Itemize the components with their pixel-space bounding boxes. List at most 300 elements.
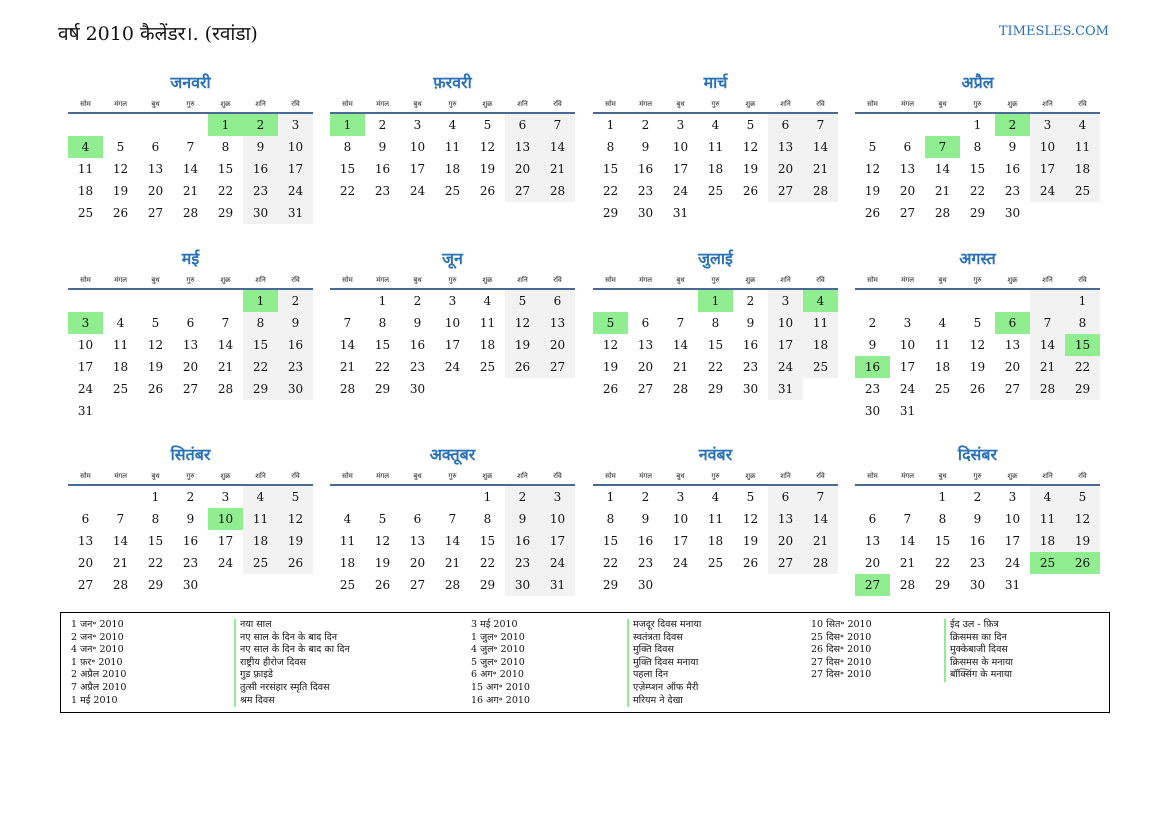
- empty-cell: [435, 486, 470, 508]
- weekday-label: मंगल: [639, 100, 652, 108]
- day-cell: 18: [934, 360, 951, 374]
- weekday-header: [855, 468, 1100, 486]
- weekday-label: मंगल: [114, 276, 127, 284]
- month-calendar: [593, 248, 838, 400]
- weekday-label: बुध: [938, 472, 947, 480]
- day-cell: 31: [77, 404, 94, 418]
- day-cell: 2: [746, 294, 755, 308]
- day-cell: 15: [243, 334, 278, 356]
- day-cell: 27: [1004, 382, 1021, 396]
- day-cell: 8: [711, 316, 720, 330]
- weekday-label: शुक्र: [745, 472, 756, 480]
- day-cell: 30: [409, 382, 426, 396]
- empty-cell: [1065, 202, 1100, 224]
- empty-cell: [803, 202, 838, 224]
- day-cell: 11: [444, 140, 461, 154]
- day-cell: 23: [637, 184, 654, 198]
- legend-holiday-name: नया साल: [234, 619, 350, 632]
- day-cell: 9: [641, 512, 650, 526]
- day-cell: 13: [409, 534, 426, 548]
- weekday-header: [855, 96, 1100, 114]
- day-cell: 13: [768, 508, 803, 530]
- day-cell: 7: [186, 140, 195, 154]
- day-cell: 2: [995, 114, 1030, 136]
- day-cell: 11: [243, 508, 278, 530]
- day-cell: 30: [969, 578, 986, 592]
- weekday-label: रवि: [291, 276, 300, 284]
- day-cell: 14: [182, 162, 199, 176]
- weekday-label: गुरु: [186, 472, 195, 480]
- day-cell: 16: [855, 356, 890, 378]
- empty-cell: [103, 400, 138, 422]
- empty-cell: [925, 114, 960, 136]
- day-cell: 19: [602, 360, 619, 374]
- weekday-label: मंगल: [639, 472, 652, 480]
- day-cell: 5: [973, 316, 982, 330]
- day-cell: 8: [606, 140, 615, 154]
- week-row: [68, 334, 313, 356]
- day-cell: 24: [217, 556, 234, 570]
- day-cell: 15: [602, 162, 619, 176]
- legend-date: 1 जुल॰ 2010: [471, 631, 525, 643]
- day-cell: 4: [1030, 486, 1065, 508]
- weekday-label: रवि: [553, 276, 562, 284]
- weekday-header: [330, 96, 575, 114]
- month-name: अगस्त: [959, 249, 996, 268]
- weekday-label: शनि: [780, 276, 791, 284]
- day-cell: 2: [378, 118, 387, 132]
- empty-cell: [855, 114, 890, 136]
- day-cell: 3: [448, 294, 457, 308]
- day-cell: 16: [182, 534, 199, 548]
- day-cell: 22: [339, 184, 356, 198]
- day-cell: 10: [1004, 512, 1021, 526]
- weekday-label: सोम: [80, 100, 91, 108]
- day-cell: 8: [151, 512, 160, 526]
- day-cell: 18: [339, 556, 356, 570]
- week-row: [330, 114, 575, 136]
- day-cell: 18: [77, 184, 94, 198]
- weekday-header: [68, 468, 313, 486]
- weekday-label: शनि: [255, 276, 266, 284]
- weekday-label: गुरु: [711, 100, 720, 108]
- day-cell: 28: [1030, 378, 1065, 400]
- legend-holiday-name: क्रिसमस के मनाया: [944, 657, 1013, 670]
- day-cell: 2: [505, 486, 540, 508]
- day-cell: 3: [903, 316, 912, 330]
- day-cell: 29: [1065, 378, 1100, 400]
- day-cell: 25: [803, 356, 838, 378]
- weekday-label: गुरु: [186, 100, 195, 108]
- empty-cell: [68, 290, 103, 312]
- legend-holiday-name: मरियम ने देखा: [627, 695, 701, 708]
- day-cell: 16: [505, 530, 540, 552]
- month-calendar: [330, 72, 575, 202]
- day-cell: 5: [116, 140, 125, 154]
- empty-cell: [365, 486, 400, 508]
- week-row: [330, 290, 575, 312]
- day-cell: 9: [186, 512, 195, 526]
- week-row: [68, 202, 313, 224]
- weekday-label: बुध: [151, 276, 160, 284]
- day-cell: 27: [637, 382, 654, 396]
- legend-names-col-2: [627, 619, 701, 707]
- day-cell: 14: [217, 338, 234, 352]
- week-row: [330, 552, 575, 574]
- day-cell: 21: [112, 556, 129, 570]
- weekday-label: रवि: [1078, 276, 1087, 284]
- month-name: सितंबर: [170, 445, 211, 464]
- weekday-label: शनि: [1042, 472, 1053, 480]
- day-cell: 22: [374, 360, 391, 374]
- weekday-label: बुध: [413, 100, 422, 108]
- day-cell: 13: [637, 338, 654, 352]
- day-cell: 15: [934, 534, 951, 548]
- day-cell: 21: [803, 158, 838, 180]
- day-cell: 21: [899, 556, 916, 570]
- empty-cell: [68, 114, 103, 136]
- empty-cell: [173, 290, 208, 312]
- day-cell: 13: [505, 136, 540, 158]
- day-cell: 30: [1004, 206, 1021, 220]
- day-cell: 3: [278, 114, 313, 136]
- weekday-label: शनि: [255, 100, 266, 108]
- legend-dates-col-2: [471, 619, 530, 707]
- day-cell: 13: [540, 312, 575, 334]
- month-calendar: [68, 72, 313, 224]
- day-cell: 8: [378, 316, 387, 330]
- week-row: [68, 180, 313, 202]
- day-cell: 4: [711, 118, 720, 132]
- day-cell: 10: [899, 338, 916, 352]
- day-cell: 31: [540, 574, 575, 596]
- month-calendar: [593, 444, 838, 596]
- day-cell: 4: [243, 486, 278, 508]
- empty-cell: [960, 400, 995, 422]
- day-cell: 18: [1030, 530, 1065, 552]
- legend-names-col-3: [944, 619, 1013, 682]
- legend-holiday-name: मुक्ति दिवस मनाया: [627, 657, 701, 670]
- empty-cell: [1030, 290, 1065, 312]
- day-cell: 26: [374, 578, 391, 592]
- day-cell: 13: [768, 136, 803, 158]
- empty-cell: [173, 400, 208, 422]
- day-cell: 23: [637, 556, 654, 570]
- week-row: [68, 400, 313, 422]
- day-cell: 14: [540, 136, 575, 158]
- week-row: [330, 486, 575, 508]
- weekday-label: मंगल: [901, 276, 914, 284]
- legend-date: 3 मई 2010: [471, 619, 518, 630]
- weekday-label: मंगल: [376, 100, 389, 108]
- day-cell: 18: [707, 534, 724, 548]
- day-cell: 11: [707, 140, 724, 154]
- day-cell: 5: [746, 490, 755, 504]
- day-cell: 7: [676, 316, 685, 330]
- day-cell: 10: [768, 312, 803, 334]
- day-cell: 17: [409, 162, 426, 176]
- legend-date: 26 दिस॰ 2010: [811, 644, 872, 656]
- weekday-label: रवि: [1078, 100, 1087, 108]
- day-cell: 16: [637, 534, 654, 548]
- weekday-label: मंगल: [114, 100, 127, 108]
- day-cell: 9: [278, 312, 313, 334]
- week-row: [593, 136, 838, 158]
- week-row: [330, 180, 575, 202]
- week-row: [68, 508, 313, 530]
- weekday-label: सोम: [867, 276, 878, 284]
- weekday-label: गुरु: [973, 276, 982, 284]
- month-name: जून: [442, 249, 463, 268]
- day-cell: 26: [742, 556, 759, 570]
- day-cell: 29: [602, 206, 619, 220]
- weekday-label: शुक्र: [482, 276, 493, 284]
- day-cell: 8: [221, 140, 230, 154]
- day-cell: 22: [479, 556, 496, 570]
- day-cell: 13: [182, 338, 199, 352]
- legend-holiday-name: ईद उल - फ़ित्र: [944, 619, 1013, 632]
- day-cell: 21: [444, 556, 461, 570]
- day-cell: 28: [444, 578, 461, 592]
- day-cell: 20: [505, 158, 540, 180]
- day-cell: 11: [1030, 508, 1065, 530]
- weekday-label: शुक्र: [1007, 276, 1018, 284]
- weekday-label: रवि: [291, 472, 300, 480]
- day-cell: 19: [1065, 530, 1100, 552]
- weekday-label: मंगल: [376, 472, 389, 480]
- weekday-header: [330, 272, 575, 290]
- day-cell: 19: [479, 162, 496, 176]
- empty-cell: [208, 290, 243, 312]
- day-cell: 4: [483, 294, 492, 308]
- legend-holiday-name: नए साल के दिन के बाद दिन: [234, 632, 350, 645]
- weekday-label: शनि: [255, 472, 266, 480]
- day-cell: 25: [77, 206, 94, 220]
- week-row: [68, 114, 313, 136]
- day-cell: 20: [182, 360, 199, 374]
- day-cell: 29: [243, 378, 278, 400]
- week-row: [330, 574, 575, 596]
- day-cell: 1: [243, 290, 278, 312]
- day-cell: 23: [1004, 184, 1021, 198]
- day-cell: 28: [934, 206, 951, 220]
- day-cell: 30: [278, 378, 313, 400]
- day-cell: 8: [606, 512, 615, 526]
- empty-cell: [698, 202, 733, 224]
- week-row: [855, 136, 1100, 158]
- day-cell: 27: [768, 552, 803, 574]
- day-cell: 19: [505, 334, 540, 356]
- day-cell: 17: [1030, 158, 1065, 180]
- day-cell: 26: [864, 206, 881, 220]
- day-cell: 25: [479, 360, 496, 374]
- day-cell: 10: [1030, 136, 1065, 158]
- day-cell: 12: [1065, 508, 1100, 530]
- empty-cell: [540, 378, 575, 400]
- weekday-label: बुध: [151, 100, 160, 108]
- legend-date: 27 दिस॰ 2010: [811, 669, 872, 681]
- day-cell: 14: [899, 534, 916, 548]
- empty-cell: [890, 486, 925, 508]
- day-cell: 21: [540, 158, 575, 180]
- week-row: [68, 312, 313, 334]
- weekday-label: शनि: [780, 472, 791, 480]
- legend-date: 4 जन॰ 2010: [71, 644, 124, 656]
- week-row: [593, 202, 838, 224]
- weekday-label: मंगल: [901, 100, 914, 108]
- day-cell: 20: [409, 556, 426, 570]
- week-row: [855, 574, 1100, 596]
- legend-holiday-name: मुक्ति दिवस: [627, 644, 701, 657]
- day-cell: 21: [672, 360, 689, 374]
- day-cell: 26: [602, 382, 619, 396]
- day-cell: 6: [768, 114, 803, 136]
- day-cell: 12: [969, 338, 986, 352]
- day-cell: 19: [112, 184, 129, 198]
- day-cell: 30: [742, 382, 759, 396]
- day-cell: 20: [77, 556, 94, 570]
- day-cell: 29: [217, 206, 234, 220]
- day-cell: 19: [864, 184, 881, 198]
- weekday-label: शुक्र: [1007, 472, 1018, 480]
- empty-cell: [960, 290, 995, 312]
- day-cell: 9: [868, 338, 877, 352]
- day-cell: 26: [1065, 552, 1100, 574]
- empty-cell: [1065, 574, 1100, 596]
- week-row: [330, 312, 575, 334]
- day-cell: 30: [864, 404, 881, 418]
- weekday-label: बुध: [676, 100, 685, 108]
- week-row: [593, 574, 838, 596]
- day-cell: 12: [742, 512, 759, 526]
- weekday-label: रवि: [816, 276, 825, 284]
- week-row: [855, 552, 1100, 574]
- day-cell: 8: [938, 512, 947, 526]
- empty-cell: [138, 114, 173, 136]
- day-cell: 3: [413, 118, 422, 132]
- empty-cell: [103, 486, 138, 508]
- day-cell: 7: [448, 512, 457, 526]
- day-cell: 18: [479, 338, 496, 352]
- month-name: दिसंबर: [957, 445, 998, 464]
- day-cell: 14: [444, 534, 461, 548]
- empty-cell: [733, 574, 768, 596]
- day-cell: 25: [934, 382, 951, 396]
- weekday-label: शनि: [1042, 100, 1053, 108]
- month-name: मई: [181, 249, 200, 268]
- day-cell: 12: [864, 162, 881, 176]
- weekday-label: रवि: [291, 100, 300, 108]
- day-cell: 5: [483, 118, 492, 132]
- day-cell: 8: [1065, 312, 1100, 334]
- weekday-label: सोम: [605, 276, 616, 284]
- weekday-label: शुक्र: [745, 276, 756, 284]
- day-cell: 1: [606, 118, 615, 132]
- day-cell: 1: [208, 114, 243, 136]
- weekday-label: गुरु: [711, 472, 720, 480]
- day-cell: 1: [378, 294, 387, 308]
- day-cell: 17: [278, 158, 313, 180]
- day-cell: 4: [711, 490, 720, 504]
- legend-holiday-name: श्रम दिवस: [234, 695, 350, 708]
- weekday-label: बुध: [938, 100, 947, 108]
- day-cell: 25: [339, 578, 356, 592]
- weekday-label: शुक्र: [220, 276, 231, 284]
- site-link[interactable]: TIMESLES.COM: [998, 24, 1109, 39]
- legend-date: 10 सित॰ 2010: [811, 619, 872, 630]
- day-cell: 12: [742, 140, 759, 154]
- weekday-label: रवि: [553, 472, 562, 480]
- day-cell: 20: [768, 158, 803, 180]
- day-cell: 20: [1004, 360, 1021, 374]
- day-cell: 23: [278, 356, 313, 378]
- day-cell: 6: [868, 512, 877, 526]
- weekday-label: मंगल: [114, 472, 127, 480]
- weekday-label: शनि: [780, 100, 791, 108]
- weekday-label: गुरु: [448, 472, 457, 480]
- week-row: [855, 378, 1100, 400]
- empty-cell: [173, 114, 208, 136]
- day-cell: 30: [637, 578, 654, 592]
- day-cell: 17: [1004, 534, 1021, 548]
- legend-holiday-name: मजदूर दिवस मनाया: [627, 619, 701, 632]
- empty-cell: [278, 400, 313, 422]
- weekday-label: रवि: [816, 472, 825, 480]
- day-cell: 17: [672, 162, 689, 176]
- week-row: [593, 508, 838, 530]
- month-calendar: [68, 444, 313, 596]
- day-cell: 9: [413, 316, 422, 330]
- weekday-label: बुध: [676, 472, 685, 480]
- empty-cell: [803, 378, 838, 400]
- weekday-label: शुक्र: [482, 100, 493, 108]
- weekday-label: बुध: [151, 472, 160, 480]
- day-cell: 29: [969, 206, 986, 220]
- day-cell: 27: [409, 578, 426, 592]
- month-calendar: [855, 444, 1100, 596]
- day-cell: 25: [444, 184, 461, 198]
- day-cell: 30: [505, 574, 540, 596]
- day-cell: 24: [899, 382, 916, 396]
- weekday-label: सोम: [867, 100, 878, 108]
- day-cell: 6: [768, 486, 803, 508]
- day-cell: 28: [803, 180, 838, 202]
- legend-dates-col-3: [811, 619, 872, 682]
- day-cell: 23: [374, 184, 391, 198]
- weekday-label: रवि: [553, 100, 562, 108]
- day-cell: 20: [899, 184, 916, 198]
- day-cell: 15: [969, 162, 986, 176]
- day-cell: 21: [217, 360, 234, 374]
- empty-cell: [733, 202, 768, 224]
- day-cell: 31: [768, 378, 803, 400]
- day-cell: 16: [637, 162, 654, 176]
- empty-cell: [208, 400, 243, 422]
- month-name: जुलाई: [698, 249, 733, 268]
- empty-cell: [68, 486, 103, 508]
- weekday-label: मंगल: [376, 276, 389, 284]
- day-cell: 29: [374, 382, 391, 396]
- legend-date: 27 दिस॰ 2010: [811, 656, 872, 668]
- empty-cell: [995, 400, 1030, 422]
- week-row: [855, 356, 1100, 378]
- week-row: [593, 378, 838, 400]
- week-row: [593, 356, 838, 378]
- week-row: [330, 508, 575, 530]
- day-cell: 20: [540, 334, 575, 356]
- legend-date: 25 दिस॰ 2010: [811, 631, 872, 643]
- day-cell: 17: [77, 360, 94, 374]
